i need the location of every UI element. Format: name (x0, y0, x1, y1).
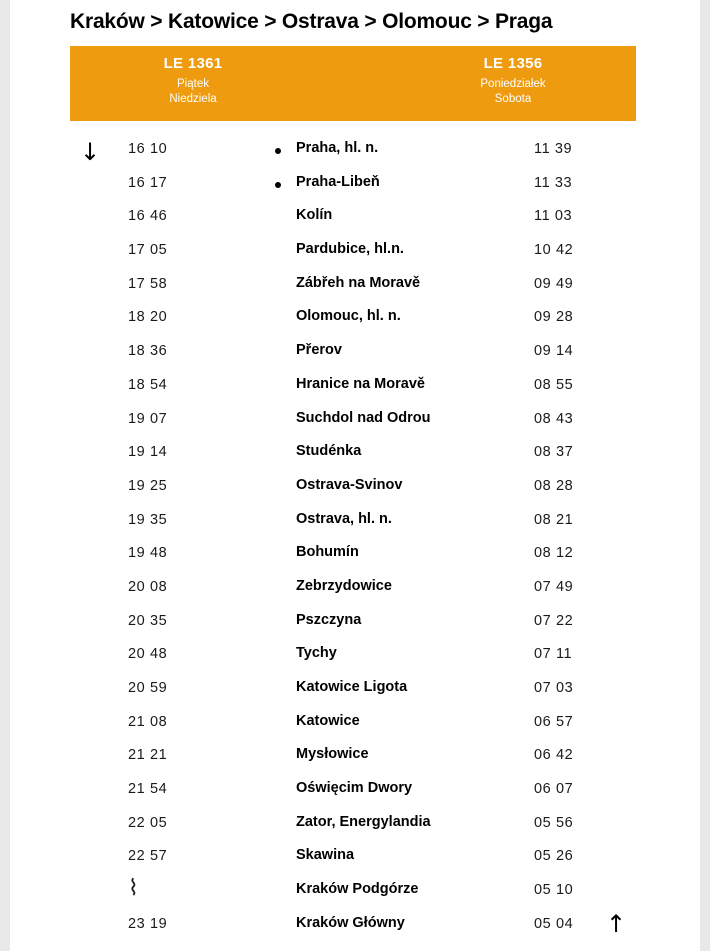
departure-time-left: 21 54 (128, 781, 168, 798)
departure-time-right: 11 03 (534, 208, 573, 225)
train-column-right (438, 55, 588, 107)
departure-time-left: 19 25 (128, 477, 168, 494)
departure-time-right: 07 11 (534, 646, 573, 663)
departure-time-left: 20 59 (128, 680, 168, 696)
table-row[interactable] (70, 874, 636, 908)
station-name: Mysłowice (296, 746, 369, 763)
departure-time-left: 16 10 (128, 141, 168, 157)
table-row[interactable] (70, 369, 636, 403)
station-name: Suchdol nad Odrou (296, 409, 431, 426)
table-row[interactable] (70, 571, 636, 605)
train-days-right-line2: Sobota (494, 93, 532, 105)
departure-time-right: 05 10 (534, 882, 574, 899)
station-name: Praha, hl. n. (296, 140, 379, 156)
departure-time-right: 09 14 (534, 343, 574, 360)
departure-time-right: 11 33 (534, 174, 573, 191)
departure-time-left: 20 35 (128, 612, 168, 629)
departure-time-right: 05 56 (534, 814, 574, 831)
departure-time-right: 06 57 (534, 713, 574, 730)
table-row[interactable] (70, 504, 636, 538)
station-name: Bohumín (296, 544, 359, 561)
table-row[interactable] (70, 301, 636, 335)
station-name: Kraków Główny (296, 914, 405, 931)
stop-bullet-icon (275, 182, 281, 188)
departure-time-left: 16 46 (128, 208, 168, 225)
no-stop-squiggle-icon: ⌇ (128, 876, 139, 902)
departure-time-right: 07 49 (534, 578, 574, 595)
departure-time-right: 05 04 (534, 915, 574, 932)
table-row[interactable] (70, 840, 636, 874)
table-row[interactable] (70, 807, 636, 841)
departure-time-right: 06 42 (534, 747, 574, 764)
table-row[interactable] (70, 908, 636, 942)
page-edge-left (0, 0, 10, 951)
page-edge-right (700, 0, 710, 951)
departure-time-left: 22 57 (128, 848, 168, 865)
table-row[interactable] (70, 706, 636, 740)
page-title: Kraków > Katowice > Ostrava > Olomouc > Praga (70, 10, 553, 33)
train-days-left-line1: Piątek (177, 78, 209, 90)
departure-time-left: 16 17 (128, 174, 168, 191)
table-row[interactable] (70, 470, 636, 504)
table-row[interactable] (70, 133, 636, 167)
station-name: Pszczyna (296, 611, 362, 628)
departure-time-right: 08 12 (534, 545, 574, 562)
train-days-left (118, 77, 268, 107)
departure-time-left: 23 19 (128, 915, 168, 932)
departure-time-left: 21 21 (128, 747, 168, 764)
train-header-band (70, 46, 636, 121)
train-days-right (438, 77, 588, 107)
departure-time-left: 18 20 (128, 309, 168, 326)
table-row[interactable] (70, 672, 636, 706)
departure-time-right: 11 39 (534, 141, 573, 157)
station-name: Kraków Podgórze (296, 881, 419, 898)
table-row[interactable] (70, 234, 636, 268)
train-column-left (118, 55, 268, 107)
table-row[interactable] (70, 268, 636, 302)
train-days-left-line2: Niedziela (169, 93, 217, 105)
stop-bullet-icon (275, 148, 281, 154)
departure-time-left: 18 54 (128, 376, 168, 393)
departure-time-right: 08 21 (534, 511, 574, 528)
departure-time-left: 18 36 (128, 343, 168, 360)
train-days-right-line1: Poniedziałek (480, 78, 546, 90)
station-name: Olomouc, hl. n. (296, 308, 401, 325)
departure-time-right: 09 28 (534, 309, 574, 326)
departure-time-right: 08 37 (534, 444, 574, 461)
station-name: Ostrava, hl. n. (296, 510, 392, 527)
table-row[interactable] (70, 335, 636, 369)
departure-time-left: 19 35 (128, 511, 168, 528)
table-row[interactable] (70, 403, 636, 437)
table-row[interactable] (70, 436, 636, 470)
departure-time-left: 17 05 (128, 242, 168, 259)
departure-time-left: 20 08 (128, 578, 168, 595)
table-row[interactable] (70, 167, 636, 201)
train-code-left: LE 1361 (163, 55, 223, 72)
station-name: Zator, Energylandia (296, 813, 431, 830)
departure-time-right: 08 43 (534, 410, 574, 427)
departure-time-right: 05 26 (534, 848, 574, 865)
station-name: Oświęcim Dwory (296, 780, 413, 797)
station-name: Tychy (296, 645, 337, 662)
departure-time-right: 08 55 (534, 376, 574, 393)
station-name: Zebrzydowice (296, 577, 392, 594)
departure-time-right: 07 03 (534, 680, 574, 696)
departure-time-right: 07 22 (534, 612, 574, 629)
departure-time-right: 08 28 (534, 477, 574, 494)
departure-time-right: 10 42 (534, 242, 574, 259)
table-row[interactable] (70, 638, 636, 672)
timetable-body (70, 133, 636, 942)
table-row[interactable] (70, 537, 636, 571)
departure-time-right: 09 49 (534, 275, 574, 292)
station-name: Praha-Libeň (296, 173, 380, 190)
departure-time-left: 19 07 (128, 410, 168, 427)
departure-time-right: 06 07 (534, 781, 574, 798)
direction-down-arrow-icon: ↓ (80, 138, 101, 166)
departure-time-left: 19 48 (128, 545, 168, 562)
departure-time-left: 17 58 (128, 275, 168, 292)
station-name: Zábřeh na Moravě (296, 274, 421, 291)
table-row[interactable] (70, 605, 636, 639)
table-row[interactable] (70, 773, 636, 807)
departure-time-left: 19 14 (128, 444, 168, 461)
station-name: Pardubice, hl.n. (296, 241, 404, 258)
departure-time-left: 22 05 (128, 814, 168, 831)
departure-time-left: 20 48 (128, 646, 168, 663)
station-name: Studénka (296, 443, 362, 460)
departure-time-left: 21 08 (128, 713, 168, 730)
train-code-right: LE 1356 (483, 55, 543, 72)
station-name: Katowice (296, 712, 360, 729)
station-name: Katowice Ligota (296, 679, 408, 695)
station-name: Kolín (296, 207, 333, 224)
station-name: Přerov (296, 342, 342, 359)
direction-up-arrow-icon: ↑ (606, 909, 627, 938)
table-row[interactable] (70, 739, 636, 773)
table-row[interactable] (70, 200, 636, 234)
station-name: Hranice na Moravě (296, 375, 425, 392)
station-name: Skawina (296, 847, 355, 864)
station-name: Ostrava-Svinov (296, 476, 403, 493)
